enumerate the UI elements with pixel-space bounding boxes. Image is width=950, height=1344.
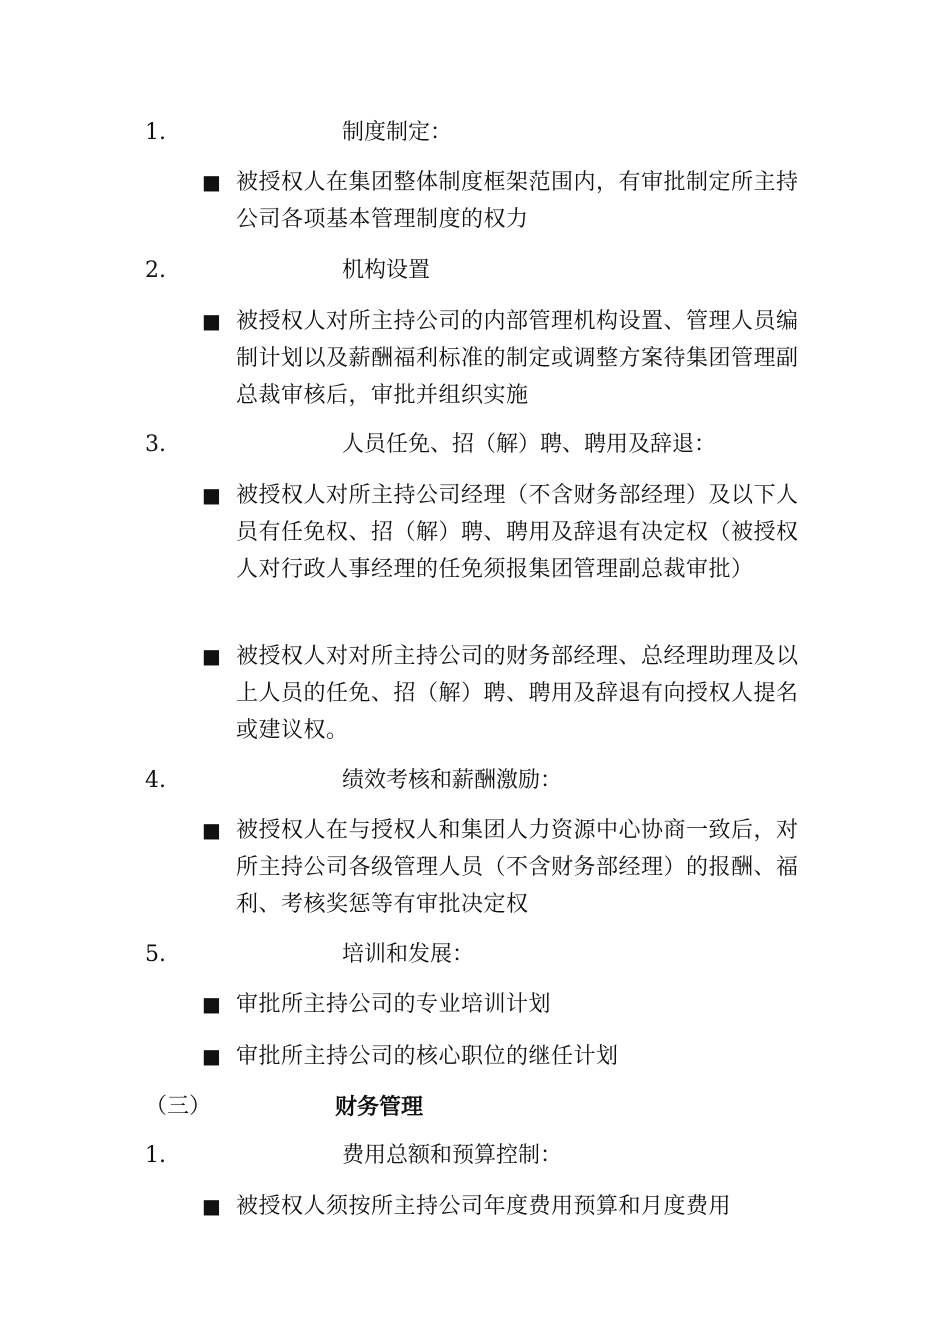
list-item-text: 被授权人在与授权人和集团人力资源中心协商一致后，对所主持公司各级管理人员（不含财务部经理）的报酬、福利、考核奖惩等有审批决定权 [236, 818, 799, 917]
heading-number: 1. [145, 1143, 166, 1168]
square-bullet-icon: ■ [202, 170, 221, 194]
heading-number: 5. [145, 942, 166, 967]
square-bullet-icon: ■ [202, 644, 221, 668]
heading-title: 机构设置 [342, 258, 431, 283]
heading-title: 人员任免、招（解）聘、聘用及辞退： [342, 432, 717, 457]
section-number: （三） [145, 1094, 212, 1119]
list-item-text: 审批所主持公司的专业培训计划 [236, 992, 552, 1017]
section-title: 财务管理 [335, 1094, 424, 1120]
heading-number: 2. [145, 258, 166, 283]
list-item-text: 审批所主持公司的核心职位的继任计划 [236, 1044, 619, 1069]
list-item-text: 被授权人在集团整体制度框架范围内，有审批制定所主持公司各项基本管理制度的权力 [236, 170, 799, 232]
heading-title: 培训和发展： [342, 942, 475, 967]
square-bullet-icon: ■ [202, 309, 221, 333]
heading-title: 费用总额和预算控制： [342, 1143, 563, 1168]
square-bullet-icon: ■ [202, 483, 221, 507]
list-item-text: 被授权人须按所主持公司年度费用预算和月度费用 [236, 1194, 732, 1219]
heading-number: 1. [145, 120, 166, 145]
square-bullet-icon: ■ [202, 1044, 221, 1068]
heading-title: 制度制定： [342, 120, 453, 145]
heading-number: 3. [145, 432, 166, 457]
list-item-text: 被授权人对所主持公司的内部管理机构设置、管理人员编制计划以及薪酬福利标准的制定或调整方案待集团管理副总裁审核后，审批并组织实施 [236, 309, 799, 408]
square-bullet-icon: ■ [202, 1194, 221, 1218]
list-item-text: 被授权人对对所主持公司的财务部经理、总经理助理及以上人员的任免、招（解）聘、聘用及辞退有向授权人提名或建议权。 [236, 644, 799, 743]
heading-number: 4. [145, 768, 166, 793]
heading-title: 绩效考核和薪酬激励： [342, 768, 563, 793]
list-item-text: 被授权人对所主持公司经理（不含财务部经理）及以下人员有任免权、招（解）聘、聘用及辞退有决定权（被授权人对行政人事经理的任免须报集团管理副总裁审批） [236, 483, 799, 582]
square-bullet-icon: ■ [202, 818, 221, 842]
square-bullet-icon: ■ [202, 992, 221, 1016]
